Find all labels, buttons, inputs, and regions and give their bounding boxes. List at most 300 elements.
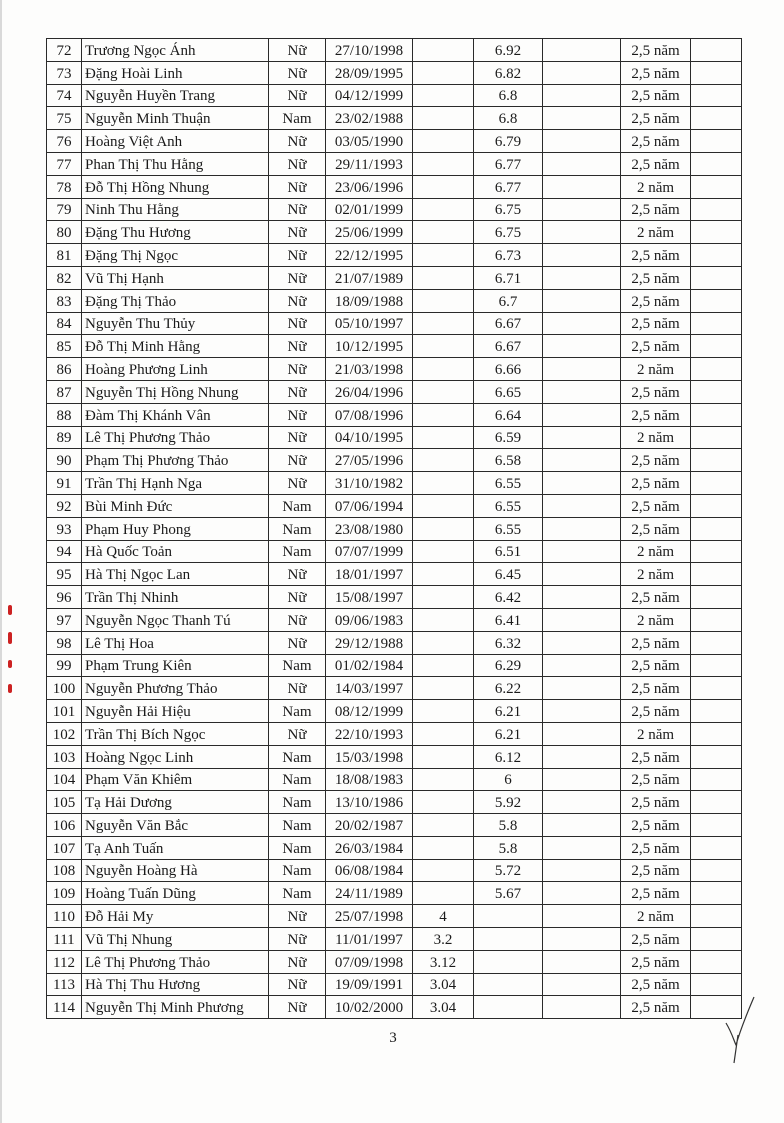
row-number: 112 bbox=[47, 950, 82, 973]
study-duration: 2,5 năm bbox=[621, 84, 691, 107]
study-duration: 2,5 năm bbox=[621, 586, 691, 609]
score-col-a bbox=[413, 563, 474, 586]
extra-cell bbox=[691, 836, 742, 859]
study-duration: 2,5 năm bbox=[621, 244, 691, 267]
study-duration: 2,5 năm bbox=[621, 882, 691, 905]
student-name: Hoàng Việt Anh bbox=[82, 130, 269, 153]
blank-cell bbox=[543, 677, 621, 700]
student-name: Lê Thị Phương Thảo bbox=[82, 950, 269, 973]
gender: Nữ bbox=[269, 563, 326, 586]
row-number: 107 bbox=[47, 836, 82, 859]
student-roster-table bbox=[46, 38, 742, 1019]
gender: Nam bbox=[269, 836, 326, 859]
student-name: Tạ Anh Tuấn bbox=[82, 836, 269, 859]
row-number: 90 bbox=[47, 449, 82, 472]
blank-cell bbox=[543, 312, 621, 335]
study-duration: 2,5 năm bbox=[621, 312, 691, 335]
extra-cell bbox=[691, 677, 742, 700]
score-col-a bbox=[413, 403, 474, 426]
extra-cell bbox=[691, 403, 742, 426]
score-col-a bbox=[413, 586, 474, 609]
gender: Nữ bbox=[269, 289, 326, 312]
row-number: 109 bbox=[47, 882, 82, 905]
study-duration: 2,5 năm bbox=[621, 654, 691, 677]
score-col-a bbox=[413, 266, 474, 289]
date-of-birth: 11/01/1997 bbox=[326, 928, 413, 951]
blank-cell bbox=[543, 152, 621, 175]
gender: Nữ bbox=[269, 335, 326, 358]
row-number: 105 bbox=[47, 791, 82, 814]
score-col-b: 6.77 bbox=[474, 152, 543, 175]
study-duration: 2 năm bbox=[621, 722, 691, 745]
table-row bbox=[47, 836, 742, 859]
extra-cell bbox=[691, 61, 742, 84]
score-col-b: 6.59 bbox=[474, 426, 543, 449]
gender: Nữ bbox=[269, 84, 326, 107]
date-of-birth: 07/08/1996 bbox=[326, 403, 413, 426]
row-number: 97 bbox=[47, 608, 82, 631]
score-col-a bbox=[413, 608, 474, 631]
score-col-b: 6.21 bbox=[474, 700, 543, 723]
score-col-b: 6.42 bbox=[474, 586, 543, 609]
date-of-birth: 06/08/1984 bbox=[326, 859, 413, 882]
row-number: 81 bbox=[47, 244, 82, 267]
row-number: 73 bbox=[47, 61, 82, 84]
gender: Nữ bbox=[269, 244, 326, 267]
score-col-a bbox=[413, 654, 474, 677]
study-duration: 2,5 năm bbox=[621, 791, 691, 814]
row-number: 85 bbox=[47, 335, 82, 358]
blank-cell bbox=[543, 244, 621, 267]
table-row bbox=[47, 61, 742, 84]
extra-cell bbox=[691, 745, 742, 768]
gender: Nữ bbox=[269, 996, 326, 1019]
score-col-a bbox=[413, 175, 474, 198]
extra-cell bbox=[691, 244, 742, 267]
study-duration: 2,5 năm bbox=[621, 973, 691, 996]
extra-cell bbox=[691, 358, 742, 381]
blank-cell bbox=[543, 403, 621, 426]
extra-cell bbox=[691, 335, 742, 358]
table-row bbox=[47, 221, 742, 244]
row-number: 111 bbox=[47, 928, 82, 951]
blank-cell bbox=[543, 928, 621, 951]
date-of-birth: 23/08/1980 bbox=[326, 517, 413, 540]
score-col-b: 6.67 bbox=[474, 312, 543, 335]
student-name: Trần Thị Nhinh bbox=[82, 586, 269, 609]
date-of-birth: 22/12/1995 bbox=[326, 244, 413, 267]
gender: Nam bbox=[269, 517, 326, 540]
student-name: Hoàng Phương Linh bbox=[82, 358, 269, 381]
score-col-a bbox=[413, 745, 474, 768]
gender: Nữ bbox=[269, 39, 326, 62]
score-col-b: 6 bbox=[474, 768, 543, 791]
score-col-a bbox=[413, 859, 474, 882]
student-name: Nguyễn Hải Hiệu bbox=[82, 700, 269, 723]
table-row bbox=[47, 814, 742, 837]
score-col-a bbox=[413, 677, 474, 700]
table-row bbox=[47, 244, 742, 267]
extra-cell bbox=[691, 494, 742, 517]
student-name: Đỗ Thị Hồng Nhung bbox=[82, 175, 269, 198]
row-number: 83 bbox=[47, 289, 82, 312]
gender: Nữ bbox=[269, 905, 326, 928]
row-number: 82 bbox=[47, 266, 82, 289]
student-name: Nguyễn Văn Bắc bbox=[82, 814, 269, 837]
score-col-b: 6.21 bbox=[474, 722, 543, 745]
extra-cell bbox=[691, 266, 742, 289]
row-number: 76 bbox=[47, 130, 82, 153]
study-duration: 2,5 năm bbox=[621, 335, 691, 358]
extra-cell bbox=[691, 107, 742, 130]
table-row bbox=[47, 335, 742, 358]
gender: Nam bbox=[269, 107, 326, 130]
date-of-birth: 15/08/1997 bbox=[326, 586, 413, 609]
study-duration: 2 năm bbox=[621, 426, 691, 449]
table-row bbox=[47, 859, 742, 882]
date-of-birth: 15/03/1998 bbox=[326, 745, 413, 768]
score-col-b bbox=[474, 996, 543, 1019]
table-row bbox=[47, 791, 742, 814]
gender: Nữ bbox=[269, 221, 326, 244]
score-col-a bbox=[413, 244, 474, 267]
row-number: 96 bbox=[47, 586, 82, 609]
student-name: Nguyễn Phương Thảo bbox=[82, 677, 269, 700]
gender: Nam bbox=[269, 494, 326, 517]
study-duration: 2,5 năm bbox=[621, 768, 691, 791]
extra-cell bbox=[691, 722, 742, 745]
score-col-a bbox=[413, 722, 474, 745]
score-col-b: 6.41 bbox=[474, 608, 543, 631]
student-name: Hoàng Ngọc Linh bbox=[82, 745, 269, 768]
extra-cell bbox=[691, 586, 742, 609]
gender: Nữ bbox=[269, 175, 326, 198]
score-col-b: 6.55 bbox=[474, 494, 543, 517]
blank-cell bbox=[543, 768, 621, 791]
student-name: Trần Thị Bích Ngọc bbox=[82, 722, 269, 745]
extra-cell bbox=[691, 540, 742, 563]
score-col-b: 6.75 bbox=[474, 198, 543, 221]
student-name: Đặng Hoài Linh bbox=[82, 61, 269, 84]
table-row bbox=[47, 175, 742, 198]
study-duration: 2,5 năm bbox=[621, 745, 691, 768]
score-col-a bbox=[413, 198, 474, 221]
date-of-birth: 21/07/1989 bbox=[326, 266, 413, 289]
table-row bbox=[47, 677, 742, 700]
date-of-birth: 20/02/1987 bbox=[326, 814, 413, 837]
table-row bbox=[47, 312, 742, 335]
study-duration: 2,5 năm bbox=[621, 198, 691, 221]
table-row bbox=[47, 289, 742, 312]
extra-cell bbox=[691, 426, 742, 449]
blank-cell bbox=[543, 358, 621, 381]
score-col-b: 6.51 bbox=[474, 540, 543, 563]
study-duration: 2 năm bbox=[621, 563, 691, 586]
table-row bbox=[47, 130, 742, 153]
score-col-a bbox=[413, 312, 474, 335]
blank-cell bbox=[543, 631, 621, 654]
date-of-birth: 07/07/1999 bbox=[326, 540, 413, 563]
gender: Nữ bbox=[269, 358, 326, 381]
student-name: Ninh Thu Hằng bbox=[82, 198, 269, 221]
gender: Nữ bbox=[269, 973, 326, 996]
extra-cell bbox=[691, 380, 742, 403]
table-row bbox=[47, 700, 742, 723]
score-col-b: 5.8 bbox=[474, 836, 543, 859]
date-of-birth: 21/03/1998 bbox=[326, 358, 413, 381]
table-row bbox=[47, 563, 742, 586]
row-number: 94 bbox=[47, 540, 82, 563]
date-of-birth: 28/09/1995 bbox=[326, 61, 413, 84]
extra-cell bbox=[691, 289, 742, 312]
extra-cell bbox=[691, 449, 742, 472]
table-row bbox=[47, 198, 742, 221]
score-col-a bbox=[413, 791, 474, 814]
study-duration: 2,5 năm bbox=[621, 996, 691, 1019]
study-duration: 2,5 năm bbox=[621, 814, 691, 837]
extra-cell bbox=[691, 791, 742, 814]
blank-cell bbox=[543, 449, 621, 472]
row-number: 92 bbox=[47, 494, 82, 517]
blank-cell bbox=[543, 791, 621, 814]
blank-cell bbox=[543, 107, 621, 130]
table-row bbox=[47, 882, 742, 905]
row-number: 106 bbox=[47, 814, 82, 837]
student-name: Phạm Thị Phương Thảo bbox=[82, 449, 269, 472]
student-name: Hoàng Tuấn Dũng bbox=[82, 882, 269, 905]
score-col-a bbox=[413, 472, 474, 495]
student-name: Đặng Thị Ngọc bbox=[82, 244, 269, 267]
student-name: Nguyễn Huyền Trang bbox=[82, 84, 269, 107]
date-of-birth: 29/11/1993 bbox=[326, 152, 413, 175]
study-duration: 2,5 năm bbox=[621, 700, 691, 723]
score-col-a bbox=[413, 449, 474, 472]
student-name: Nguyễn Minh Thuận bbox=[82, 107, 269, 130]
gender: Nam bbox=[269, 654, 326, 677]
date-of-birth: 08/12/1999 bbox=[326, 700, 413, 723]
score-col-b: 6.22 bbox=[474, 677, 543, 700]
row-number: 113 bbox=[47, 973, 82, 996]
score-col-b: 6.67 bbox=[474, 335, 543, 358]
score-col-b: 5.8 bbox=[474, 814, 543, 837]
table-row bbox=[47, 996, 742, 1019]
extra-cell bbox=[691, 221, 742, 244]
row-number: 74 bbox=[47, 84, 82, 107]
scan-mark bbox=[8, 684, 12, 693]
table-row bbox=[47, 403, 742, 426]
row-number: 89 bbox=[47, 426, 82, 449]
study-duration: 2,5 năm bbox=[621, 130, 691, 153]
date-of-birth: 27/05/1996 bbox=[326, 449, 413, 472]
study-duration: 2 năm bbox=[621, 175, 691, 198]
gender: Nữ bbox=[269, 426, 326, 449]
study-duration: 2,5 năm bbox=[621, 859, 691, 882]
study-duration: 2,5 năm bbox=[621, 472, 691, 495]
gender: Nữ bbox=[269, 198, 326, 221]
date-of-birth: 25/06/1999 bbox=[326, 221, 413, 244]
blank-cell bbox=[543, 859, 621, 882]
date-of-birth: 25/07/1998 bbox=[326, 905, 413, 928]
table-row bbox=[47, 631, 742, 654]
date-of-birth: 13/10/1986 bbox=[326, 791, 413, 814]
gender: Nữ bbox=[269, 722, 326, 745]
score-col-b: 6.7 bbox=[474, 289, 543, 312]
gender: Nữ bbox=[269, 449, 326, 472]
student-name: Nguyễn Thị Hồng Nhung bbox=[82, 380, 269, 403]
date-of-birth: 22/10/1993 bbox=[326, 722, 413, 745]
date-of-birth: 04/10/1995 bbox=[326, 426, 413, 449]
score-col-a bbox=[413, 152, 474, 175]
row-number: 87 bbox=[47, 380, 82, 403]
table-row bbox=[47, 973, 742, 996]
date-of-birth: 26/04/1996 bbox=[326, 380, 413, 403]
row-number: 102 bbox=[47, 722, 82, 745]
student-name: Vũ Thị Hạnh bbox=[82, 266, 269, 289]
blank-cell bbox=[543, 175, 621, 198]
score-col-b: 6.73 bbox=[474, 244, 543, 267]
student-name: Phan Thị Thu Hằng bbox=[82, 152, 269, 175]
row-number: 114 bbox=[47, 996, 82, 1019]
extra-cell bbox=[691, 608, 742, 631]
gender: Nữ bbox=[269, 312, 326, 335]
date-of-birth: 31/10/1982 bbox=[326, 472, 413, 495]
study-duration: 2 năm bbox=[621, 221, 691, 244]
date-of-birth: 23/02/1988 bbox=[326, 107, 413, 130]
score-col-b bbox=[474, 928, 543, 951]
gender: Nữ bbox=[269, 677, 326, 700]
score-col-a bbox=[413, 39, 474, 62]
blank-cell bbox=[543, 814, 621, 837]
student-name: Hà Thị Ngọc Lan bbox=[82, 563, 269, 586]
row-number: 80 bbox=[47, 221, 82, 244]
blank-cell bbox=[543, 494, 621, 517]
score-col-b bbox=[474, 973, 543, 996]
blank-cell bbox=[543, 540, 621, 563]
table-row bbox=[47, 928, 742, 951]
table-row bbox=[47, 494, 742, 517]
score-col-a bbox=[413, 335, 474, 358]
student-name: Vũ Thị Nhung bbox=[82, 928, 269, 951]
score-col-b: 6.75 bbox=[474, 221, 543, 244]
gender: Nam bbox=[269, 859, 326, 882]
signature-mark-icon bbox=[724, 995, 764, 1065]
student-name: Nguyễn Thu Thủy bbox=[82, 312, 269, 335]
table-row bbox=[47, 950, 742, 973]
score-col-b: 6.79 bbox=[474, 130, 543, 153]
score-col-b: 6.92 bbox=[474, 39, 543, 62]
extra-cell bbox=[691, 130, 742, 153]
row-number: 79 bbox=[47, 198, 82, 221]
table-row bbox=[47, 745, 742, 768]
extra-cell bbox=[691, 859, 742, 882]
blank-cell bbox=[543, 426, 621, 449]
date-of-birth: 14/03/1997 bbox=[326, 677, 413, 700]
score-col-a bbox=[413, 836, 474, 859]
row-number: 91 bbox=[47, 472, 82, 495]
row-number: 78 bbox=[47, 175, 82, 198]
row-number: 84 bbox=[47, 312, 82, 335]
gender: Nữ bbox=[269, 631, 326, 654]
score-col-b: 6.77 bbox=[474, 175, 543, 198]
extra-cell bbox=[691, 563, 742, 586]
table-row bbox=[47, 905, 742, 928]
extra-cell bbox=[691, 928, 742, 951]
student-name: Nguyễn Ngọc Thanh Tú bbox=[82, 608, 269, 631]
score-col-a: 3.04 bbox=[413, 996, 474, 1019]
date-of-birth: 09/06/1983 bbox=[326, 608, 413, 631]
blank-cell bbox=[543, 905, 621, 928]
row-number: 101 bbox=[47, 700, 82, 723]
table-row bbox=[47, 472, 742, 495]
extra-cell bbox=[691, 654, 742, 677]
date-of-birth: 24/11/1989 bbox=[326, 882, 413, 905]
extra-cell bbox=[691, 39, 742, 62]
gender: Nữ bbox=[269, 152, 326, 175]
page-number: 3 bbox=[389, 1030, 397, 1046]
blank-cell bbox=[543, 472, 621, 495]
score-col-a bbox=[413, 517, 474, 540]
blank-cell bbox=[543, 61, 621, 84]
table-row bbox=[47, 152, 742, 175]
score-col-a bbox=[413, 814, 474, 837]
study-duration: 2 năm bbox=[621, 358, 691, 381]
blank-cell bbox=[543, 950, 621, 973]
score-col-a bbox=[413, 130, 474, 153]
blank-cell bbox=[543, 973, 621, 996]
date-of-birth: 10/12/1995 bbox=[326, 335, 413, 358]
score-col-b: 5.92 bbox=[474, 791, 543, 814]
score-col-b: 5.67 bbox=[474, 882, 543, 905]
study-duration: 2,5 năm bbox=[621, 631, 691, 654]
gender: Nam bbox=[269, 768, 326, 791]
extra-cell bbox=[691, 973, 742, 996]
blank-cell bbox=[543, 221, 621, 244]
table-row bbox=[47, 722, 742, 745]
date-of-birth: 19/09/1991 bbox=[326, 973, 413, 996]
study-duration: 2,5 năm bbox=[621, 39, 691, 62]
study-duration: 2,5 năm bbox=[621, 950, 691, 973]
date-of-birth: 05/10/1997 bbox=[326, 312, 413, 335]
blank-cell bbox=[543, 836, 621, 859]
score-col-a bbox=[413, 882, 474, 905]
date-of-birth: 07/09/1998 bbox=[326, 950, 413, 973]
gender: Nữ bbox=[269, 586, 326, 609]
extra-cell bbox=[691, 700, 742, 723]
study-duration: 2,5 năm bbox=[621, 380, 691, 403]
blank-cell bbox=[543, 996, 621, 1019]
extra-cell bbox=[691, 472, 742, 495]
student-name: Nguyễn Hoàng Hà bbox=[82, 859, 269, 882]
study-duration: 2 năm bbox=[621, 608, 691, 631]
gender: Nam bbox=[269, 814, 326, 837]
gender: Nữ bbox=[269, 266, 326, 289]
score-col-b: 6.66 bbox=[474, 358, 543, 381]
scan-mark bbox=[8, 660, 12, 668]
gender: Nữ bbox=[269, 950, 326, 973]
score-col-a bbox=[413, 768, 474, 791]
gender: Nữ bbox=[269, 928, 326, 951]
date-of-birth: 03/05/1990 bbox=[326, 130, 413, 153]
study-duration: 2 năm bbox=[621, 905, 691, 928]
gender: Nữ bbox=[269, 608, 326, 631]
date-of-birth: 18/09/1988 bbox=[326, 289, 413, 312]
date-of-birth: 10/02/2000 bbox=[326, 996, 413, 1019]
table-row bbox=[47, 426, 742, 449]
date-of-birth: 04/12/1999 bbox=[326, 84, 413, 107]
study-duration: 2,5 năm bbox=[621, 449, 691, 472]
gender: Nam bbox=[269, 791, 326, 814]
score-col-a: 4 bbox=[413, 905, 474, 928]
